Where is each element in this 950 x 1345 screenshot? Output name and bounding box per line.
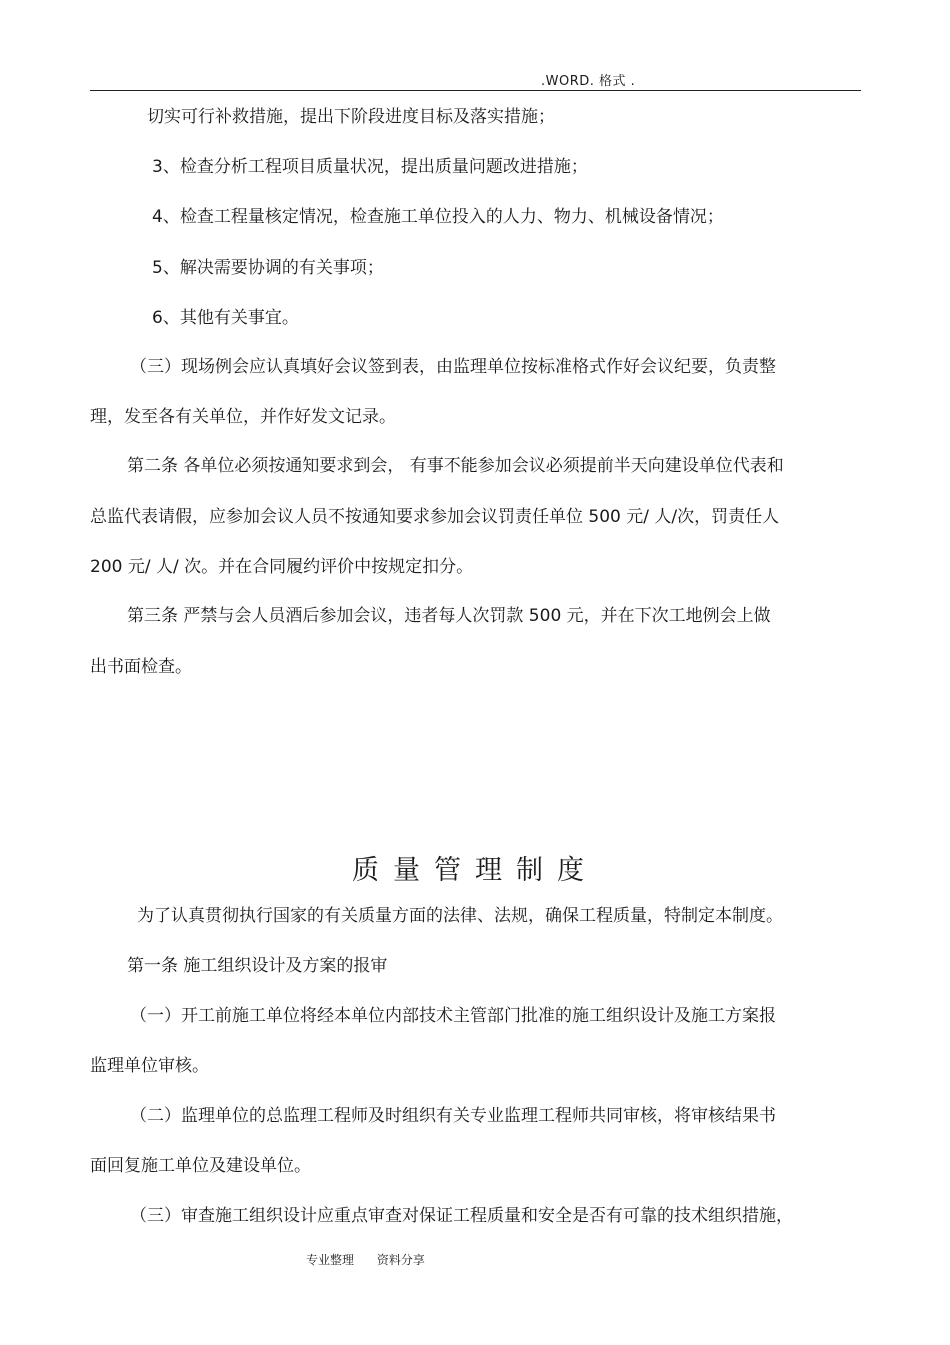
paragraph-line: 切实可行补救措施，提出下阶段进度目标及落实措施； [147, 107, 555, 127]
paragraph-line: （三）审查施工组织设计应重点审查对保证工程质量和安全是否有可靠的技术组织措施， [130, 1206, 793, 1226]
article-line: 第二条 各单位必须按通知要求到会， 有事不能参加会议必须提前半天向建设单位代表和 [127, 456, 784, 476]
section-title: 质量管理制度 [352, 855, 598, 886]
paragraph-line: 理，发至各有关单位，并作好发文记录。 [90, 407, 396, 427]
article-line: 第一条 施工组织设计及方案的报审 [127, 956, 388, 976]
paragraph-line: 出书面检查。 [90, 657, 192, 677]
list-item: 4、检查工程量核定情况，检查施工单位投入的人力、物力、机械设备情况； [152, 207, 724, 227]
intro-line: 为了认真贯彻执行国家的有关质量方面的法律、法规，确保工程质量，特制定本制度。 [137, 906, 783, 926]
paragraph-line: 面回复施工单位及建设单位。 [90, 1156, 311, 1176]
paragraph-line: 监理单位审核。 [90, 1056, 209, 1076]
list-item: 3、检查分析工程项目质量状况，提出质量问题改进措施； [152, 157, 588, 177]
page-header-text: .WORD. 格式 . [541, 74, 636, 89]
page-footer-text: 专业整理 资料分享 [306, 1253, 425, 1267]
paragraph-line: （三）现场例会应认真填好会议签到表，由监理单位按标准格式作好会议纪要，负责整 [130, 357, 776, 377]
paragraph-line: （一）开工前施工单位将经本单位内部技术主管部门批准的施工组织设计及施工方案报 [130, 1006, 776, 1026]
paragraph-line: 200 元/ 人/ 次。并在合同履约评价中按规定扣分。 [90, 557, 474, 577]
header-divider [90, 90, 861, 91]
paragraph-line: （二）监理单位的总监理工程师及时组织有关专业监理工程师共同审核，将审核结果书 [130, 1106, 776, 1126]
paragraph-line: 总监代表请假，应参加会议人员不按通知要求参加会议罚责任单位 500 元/ 人/次，罚责任人 [90, 507, 780, 527]
article-line: 第三条 严禁与会人员酒后参加会议，违者每人次罚款 500 元，并在下次工地例会上做 [127, 606, 771, 626]
list-item: 5、解决需要协调的有关事项； [152, 258, 384, 278]
list-item: 6、其他有关事宜。 [152, 308, 299, 328]
